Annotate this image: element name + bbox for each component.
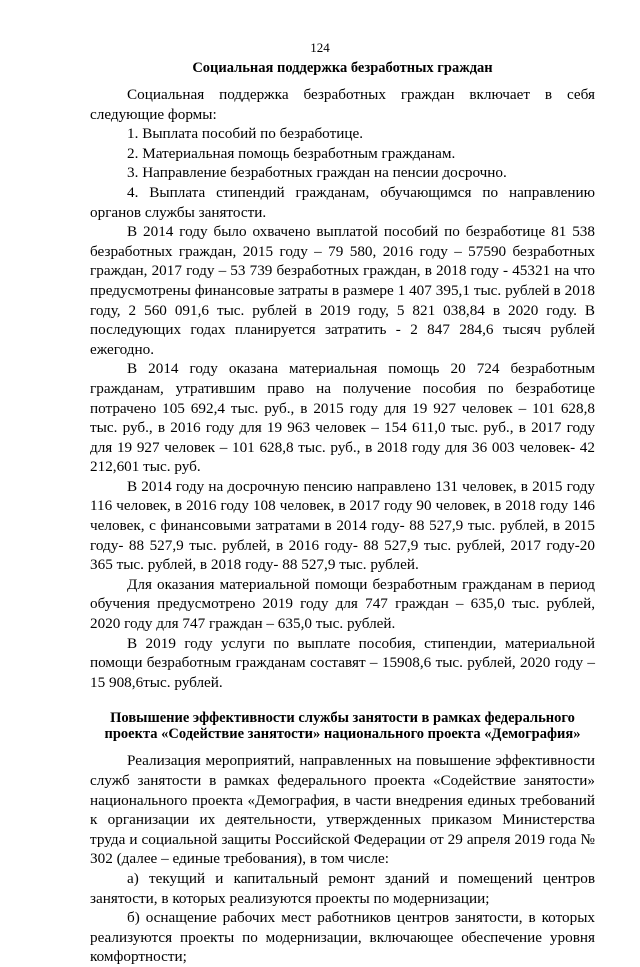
- paragraph-repair: а) текущий и капитальный ремонт зданий и помещений центров занятости, в которых реализуются проекты по модернизации;: [90, 869, 595, 907]
- document-body: [90, 60, 595, 967]
- paragraph-benefits: В 2014 году было охвачено выплатой пособий по безработице 81 538 безработных граждан, 2015 году – 79 580, 2016 году – 57590 безработных граждан, 2017 году – 53 739 безработных граждан, в 2018 году - 45321 на что предусмотрены финансовые затраты в размере 1 407 395,1 тыс. рублей в 2018 году, 2 560 091,6 тыс. рублей в 2019 году, 5 821 038,84 в 2020 году. В последующих годах планируется затратить - 2 847 284,6 тысяч рублей ежегодно.: [90, 223, 595, 358]
- list-item: 1. Выплата пособий по безработице.: [127, 125, 364, 143]
- paragraph-implementation: Реализация мероприятий, направленных на повышение эффективности служб занятости в рамках федерального проекта «Содействие занятости» национального проекта «Демография, в части внедрения единых требований к организации их деятельности, утвержденных приказом Министерства труда и социальной защиты Российской Федерации от 29 апреля 2019 года № 302 (далее – единые требования), в том числе:: [90, 752, 595, 868]
- paragraph-training-aid: Для оказания материальной помощи безработным гражданам в период обучения предусмотрено 2019 году для 747 граждан – 635,0 тыс. рублей, 2020 году для 747 граждан – 635,0 тыс. рублей.: [90, 575, 595, 633]
- paragraph-early-pension: В 2014 году на досрочную пенсию направлено 131 человек, в 2015 году 116 человек, в 2016 году 108 человек, в 2017 году 90 человек, в 2018 году 146 человек, с финансовыми затратами в 2014 году- 88 527,9 тыс. рублей, в 2015 году- 88 527,9 тыс. рублей, в 2016 году- 88 527,9 тыс. рублей, 2017 году-20 365 тыс. рублей, в 2018 году- 88 527,9 тыс. рублей.: [90, 477, 595, 574]
- section-title-unemployed-support: Социальная поддержка безработных граждан: [192, 60, 493, 76]
- paragraph-intro: Социальная поддержка безработных граждан включает в себя следующие формы:: [90, 86, 595, 123]
- section-title-employment-service: Повышение эффективности службы занятости в рамках федерального проекта «Содействие занятости» национального проекта «Демография»: [104, 710, 581, 743]
- list-item: 4. Выплата стипендий гражданам, обучающимся по направлению органов службы занятости.: [90, 183, 595, 221]
- list-item: 3. Направление безработных граждан на пенсии досрочно.: [127, 164, 507, 182]
- paragraph-material-aid: В 2014 году оказана материальная помощь 20 724 безработным гражданам, утратившим право на получение пособия по безработице потрачено 105 692,4 тыс. руб., в 2015 году для 19 927 человек – 101 628,8 тыс. руб., в 2016 году для 19 963 человек – 154 611,0 тыс. руб., в 2017 году для 19 927 человек – 101 628,8 тыс. руб., в 2018 году для 36 003 человек- 42 212,601 тыс. руб.: [90, 360, 595, 476]
- list-item: 2. Материальная помощь безработным гражданам.: [127, 144, 456, 162]
- page-number: 124: [310, 40, 330, 55]
- paragraph-equipment: б) оснащение рабочих мест работников центров занятости, в которых реализуются проекты по модернизации, включающее обеспечение уровня комфортности;: [90, 909, 595, 966]
- paragraph-services-total: В 2019 году услуги по выплате пособия, стипендии, материальной помощи безработным гражданам составят – 15908,6 тыс. рублей, 2020 году – 15 908,6тыс. рублей.: [90, 634, 595, 691]
